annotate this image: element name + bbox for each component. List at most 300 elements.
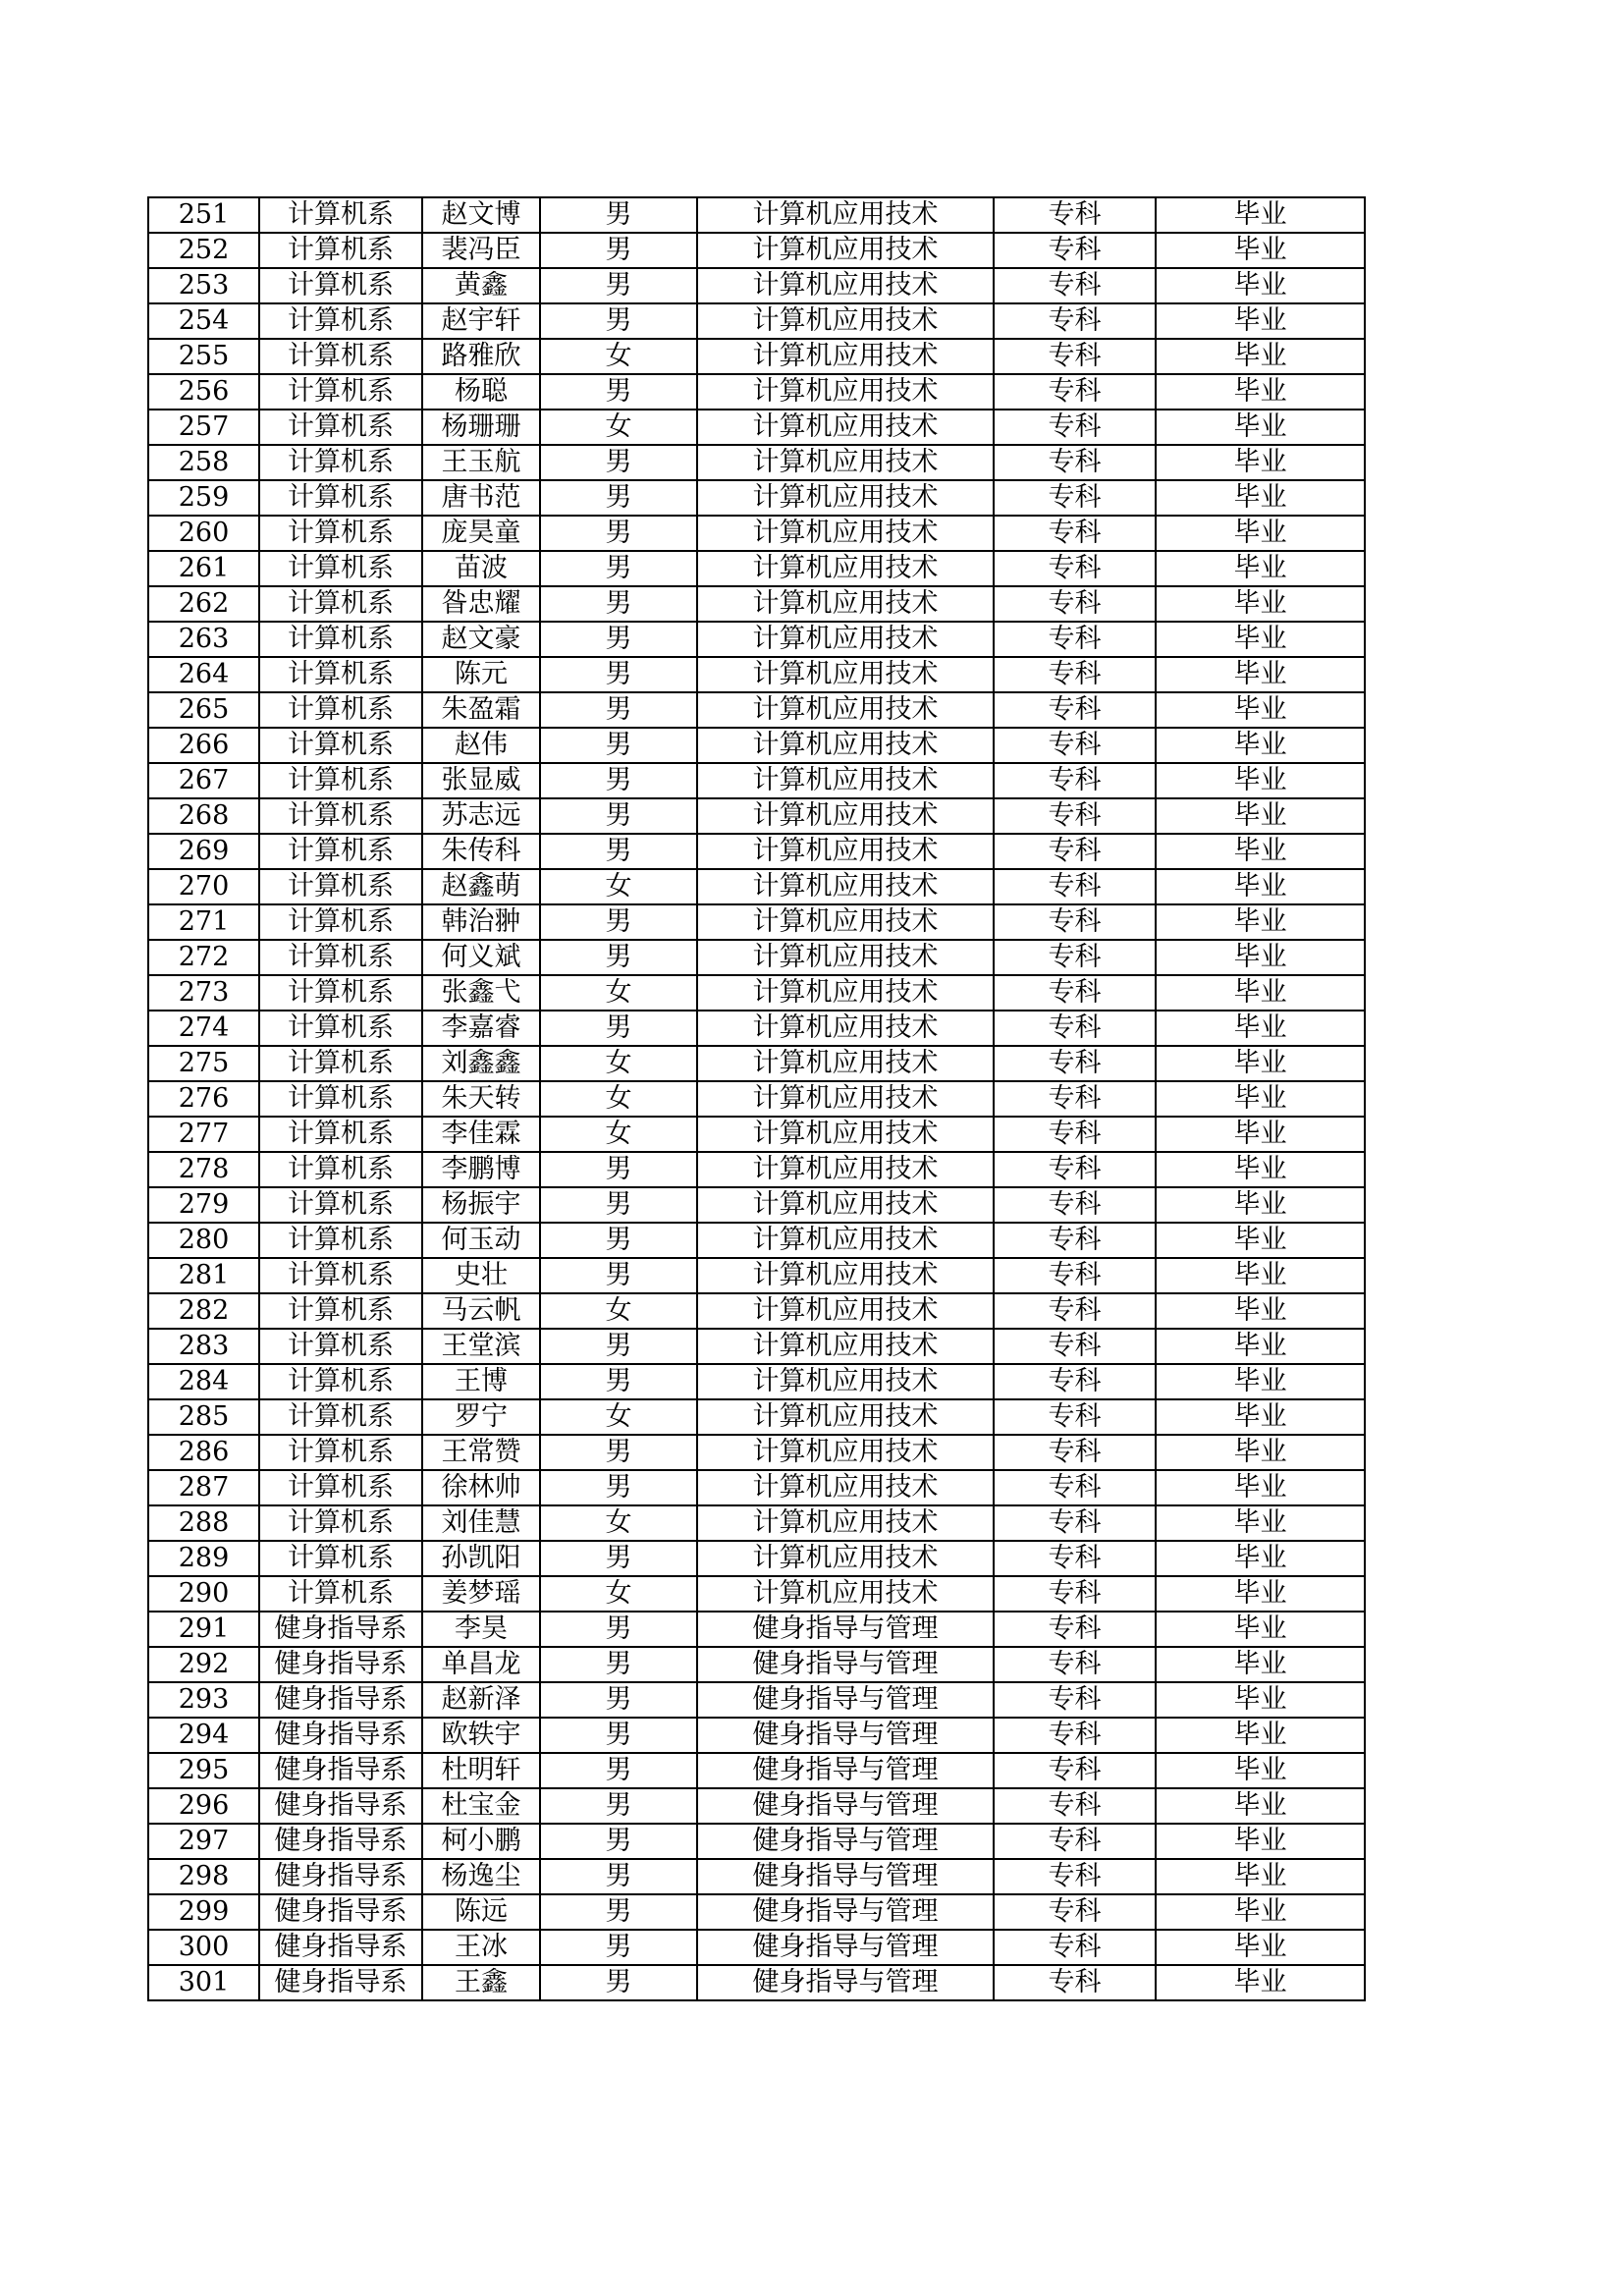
department-cell: 计算机系	[259, 339, 422, 374]
level-cell: 专科	[994, 1682, 1156, 1718]
seq-cell: 253	[148, 268, 259, 303]
gender-cell: 男	[540, 798, 697, 834]
table-row	[148, 1753, 1365, 1788]
seq-cell: 283	[148, 1329, 259, 1364]
table-row	[148, 1399, 1365, 1435]
seq-cell: 287	[148, 1470, 259, 1505]
level-cell: 专科	[994, 197, 1156, 233]
name-cell: 朱传科	[422, 834, 540, 869]
seq-cell: 289	[148, 1541, 259, 1576]
seq-cell: 285	[148, 1399, 259, 1435]
seq-cell: 252	[148, 233, 259, 268]
gender-cell: 男	[540, 692, 697, 728]
gender-cell: 男	[540, 1612, 697, 1647]
seq-cell: 298	[148, 1859, 259, 1894]
major-cell: 健身指导与管理	[697, 1718, 994, 1753]
major-cell: 计算机应用技术	[697, 516, 994, 551]
major-cell: 计算机应用技术	[697, 1223, 994, 1258]
department-cell: 计算机系	[259, 268, 422, 303]
name-cell: 杜宝金	[422, 1788, 540, 1824]
department-cell: 健身指导系	[259, 1788, 422, 1824]
level-cell: 专科	[994, 480, 1156, 516]
gender-cell: 男	[540, 940, 697, 975]
status-cell: 毕业	[1156, 1788, 1365, 1824]
name-cell: 刘佳慧	[422, 1505, 540, 1541]
seq-cell: 284	[148, 1364, 259, 1399]
level-cell: 专科	[994, 1293, 1156, 1329]
table-row	[148, 834, 1365, 869]
level-cell: 专科	[994, 1541, 1156, 1576]
gender-cell: 男	[540, 551, 697, 586]
department-cell: 健身指导系	[259, 1647, 422, 1682]
table-row	[148, 1293, 1365, 1329]
department-cell: 计算机系	[259, 197, 422, 233]
department-cell: 健身指导系	[259, 1682, 422, 1718]
gender-cell: 女	[540, 1399, 697, 1435]
department-cell: 计算机系	[259, 1399, 422, 1435]
table-row	[148, 1859, 1365, 1894]
department-cell: 计算机系	[259, 1329, 422, 1364]
status-cell: 毕业	[1156, 1152, 1365, 1187]
table-row	[148, 551, 1365, 586]
department-cell: 计算机系	[259, 975, 422, 1011]
name-cell: 李昊	[422, 1612, 540, 1647]
level-cell: 专科	[994, 622, 1156, 657]
table-row	[148, 1152, 1365, 1187]
major-cell: 健身指导与管理	[697, 1753, 994, 1788]
status-cell: 毕业	[1156, 1894, 1365, 1930]
seq-cell: 292	[148, 1647, 259, 1682]
major-cell: 健身指导与管理	[697, 1682, 994, 1718]
seq-cell: 280	[148, 1223, 259, 1258]
gender-cell: 男	[540, 1223, 697, 1258]
department-cell: 计算机系	[259, 834, 422, 869]
name-cell: 裴冯臣	[422, 233, 540, 268]
name-cell: 杨逸尘	[422, 1859, 540, 1894]
department-cell: 计算机系	[259, 480, 422, 516]
seq-cell: 251	[148, 197, 259, 233]
table-row	[148, 1187, 1365, 1223]
department-cell: 计算机系	[259, 657, 422, 692]
gender-cell: 男	[540, 1647, 697, 1682]
table-row	[148, 763, 1365, 798]
table-row	[148, 1081, 1365, 1117]
department-cell: 计算机系	[259, 374, 422, 410]
status-cell: 毕业	[1156, 1753, 1365, 1788]
seq-cell: 300	[148, 1930, 259, 1965]
gender-cell: 男	[540, 1541, 697, 1576]
status-cell: 毕业	[1156, 1223, 1365, 1258]
name-cell: 苗波	[422, 551, 540, 586]
status-cell: 毕业	[1156, 303, 1365, 339]
major-cell: 计算机应用技术	[697, 1258, 994, 1293]
major-cell: 计算机应用技术	[697, 1576, 994, 1612]
table-row	[148, 1470, 1365, 1505]
gender-cell: 男	[540, 834, 697, 869]
major-cell: 计算机应用技术	[697, 1505, 994, 1541]
table-row	[148, 975, 1365, 1011]
major-cell: 计算机应用技术	[697, 445, 994, 480]
name-cell: 王玉航	[422, 445, 540, 480]
department-cell: 计算机系	[259, 904, 422, 940]
gender-cell: 女	[540, 1576, 697, 1612]
name-cell: 苏志远	[422, 798, 540, 834]
major-cell: 计算机应用技术	[697, 1541, 994, 1576]
level-cell: 专科	[994, 303, 1156, 339]
department-cell: 计算机系	[259, 551, 422, 586]
status-cell: 毕业	[1156, 834, 1365, 869]
table-row	[148, 904, 1365, 940]
table-row	[148, 1223, 1365, 1258]
major-cell: 计算机应用技术	[697, 692, 994, 728]
major-cell: 计算机应用技术	[697, 197, 994, 233]
level-cell: 专科	[994, 586, 1156, 622]
gender-cell: 男	[540, 1753, 697, 1788]
table-row	[148, 940, 1365, 975]
major-cell: 计算机应用技术	[697, 339, 994, 374]
gender-cell: 男	[540, 1788, 697, 1824]
major-cell: 计算机应用技术	[697, 1293, 994, 1329]
status-cell: 毕业	[1156, 1435, 1365, 1470]
major-cell: 健身指导与管理	[697, 1788, 994, 1824]
major-cell: 健身指导与管理	[697, 1824, 994, 1859]
department-cell: 计算机系	[259, 1470, 422, 1505]
table-row	[148, 1364, 1365, 1399]
name-cell: 杨聪	[422, 374, 540, 410]
table-row	[148, 480, 1365, 516]
seq-cell: 295	[148, 1753, 259, 1788]
seq-cell: 263	[148, 622, 259, 657]
department-cell: 计算机系	[259, 1505, 422, 1541]
level-cell: 专科	[994, 516, 1156, 551]
table-row	[148, 1965, 1365, 2000]
department-cell: 计算机系	[259, 869, 422, 904]
major-cell: 健身指导与管理	[697, 1930, 994, 1965]
seq-cell: 271	[148, 904, 259, 940]
status-cell: 毕业	[1156, 480, 1365, 516]
level-cell: 专科	[994, 1399, 1156, 1435]
seq-cell: 279	[148, 1187, 259, 1223]
department-cell: 计算机系	[259, 1223, 422, 1258]
seq-cell: 274	[148, 1011, 259, 1046]
major-cell: 计算机应用技术	[697, 1399, 994, 1435]
seq-cell: 275	[148, 1046, 259, 1081]
name-cell: 何玉动	[422, 1223, 540, 1258]
department-cell: 健身指导系	[259, 1718, 422, 1753]
department-cell: 计算机系	[259, 1011, 422, 1046]
name-cell: 陈远	[422, 1894, 540, 1930]
department-cell: 计算机系	[259, 763, 422, 798]
seq-cell: 294	[148, 1718, 259, 1753]
status-cell: 毕业	[1156, 1682, 1365, 1718]
major-cell: 计算机应用技术	[697, 657, 994, 692]
table-row	[148, 692, 1365, 728]
seq-cell: 299	[148, 1894, 259, 1930]
major-cell: 计算机应用技术	[697, 551, 994, 586]
status-cell: 毕业	[1156, 445, 1365, 480]
status-cell: 毕业	[1156, 622, 1365, 657]
name-cell: 赵文豪	[422, 622, 540, 657]
major-cell: 计算机应用技术	[697, 728, 994, 763]
gender-cell: 男	[540, 1187, 697, 1223]
status-cell: 毕业	[1156, 268, 1365, 303]
table-row	[148, 586, 1365, 622]
level-cell: 专科	[994, 904, 1156, 940]
level-cell: 专科	[994, 728, 1156, 763]
table-row	[148, 1329, 1365, 1364]
status-cell: 毕业	[1156, 551, 1365, 586]
gender-cell: 男	[540, 445, 697, 480]
name-cell: 张显威	[422, 763, 540, 798]
status-cell: 毕业	[1156, 1930, 1365, 1965]
status-cell: 毕业	[1156, 1647, 1365, 1682]
department-cell: 计算机系	[259, 1435, 422, 1470]
status-cell: 毕业	[1156, 798, 1365, 834]
level-cell: 专科	[994, 551, 1156, 586]
status-cell: 毕业	[1156, 1329, 1365, 1364]
status-cell: 毕业	[1156, 586, 1365, 622]
status-cell: 毕业	[1156, 1576, 1365, 1612]
status-cell: 毕业	[1156, 1364, 1365, 1399]
gender-cell: 男	[540, 233, 697, 268]
level-cell: 专科	[994, 1046, 1156, 1081]
level-cell: 专科	[994, 233, 1156, 268]
name-cell: 罗宁	[422, 1399, 540, 1435]
status-cell: 毕业	[1156, 1293, 1365, 1329]
gender-cell: 男	[540, 1364, 697, 1399]
table-row	[148, 1541, 1365, 1576]
seq-cell: 269	[148, 834, 259, 869]
level-cell: 专科	[994, 940, 1156, 975]
gender-cell: 男	[540, 1859, 697, 1894]
seq-cell: 256	[148, 374, 259, 410]
gender-cell: 女	[540, 1117, 697, 1152]
seq-cell: 273	[148, 975, 259, 1011]
major-cell: 计算机应用技术	[697, 1329, 994, 1364]
status-cell: 毕业	[1156, 374, 1365, 410]
department-cell: 计算机系	[259, 798, 422, 834]
major-cell: 计算机应用技术	[697, 480, 994, 516]
seq-cell: 297	[148, 1824, 259, 1859]
name-cell: 徐林帅	[422, 1470, 540, 1505]
gender-cell: 男	[540, 1682, 697, 1718]
name-cell: 赵鑫萌	[422, 869, 540, 904]
gender-cell: 男	[540, 1894, 697, 1930]
status-cell: 毕业	[1156, 869, 1365, 904]
name-cell: 赵文博	[422, 197, 540, 233]
major-cell: 健身指导与管理	[697, 1894, 994, 1930]
status-cell: 毕业	[1156, 1859, 1365, 1894]
table-row	[148, 268, 1365, 303]
gender-cell: 男	[540, 657, 697, 692]
name-cell: 王常赞	[422, 1435, 540, 1470]
level-cell: 专科	[994, 1753, 1156, 1788]
table-row	[148, 1824, 1365, 1859]
name-cell: 韩治翀	[422, 904, 540, 940]
level-cell: 专科	[994, 1894, 1156, 1930]
level-cell: 专科	[994, 657, 1156, 692]
major-cell: 计算机应用技术	[697, 1364, 994, 1399]
name-cell: 黄鑫	[422, 268, 540, 303]
status-cell: 毕业	[1156, 1612, 1365, 1647]
gender-cell: 男	[540, 904, 697, 940]
table-row	[148, 1011, 1365, 1046]
gender-cell: 男	[540, 1258, 697, 1293]
major-cell: 计算机应用技术	[697, 798, 994, 834]
gender-cell: 男	[540, 1329, 697, 1364]
level-cell: 专科	[994, 1470, 1156, 1505]
level-cell: 专科	[994, 1117, 1156, 1152]
status-cell: 毕业	[1156, 1541, 1365, 1576]
gender-cell: 男	[540, 197, 697, 233]
table-row	[148, 303, 1365, 339]
table-row	[148, 1612, 1365, 1647]
gender-cell: 男	[540, 622, 697, 657]
name-cell: 张鑫弋	[422, 975, 540, 1011]
gender-cell: 男	[540, 1965, 697, 2000]
table-row	[148, 233, 1365, 268]
table-row	[148, 197, 1365, 233]
major-cell: 计算机应用技术	[697, 1117, 994, 1152]
status-cell: 毕业	[1156, 1470, 1365, 1505]
department-cell: 计算机系	[259, 1152, 422, 1187]
department-cell: 健身指导系	[259, 1965, 422, 2000]
gender-cell: 女	[540, 869, 697, 904]
table-row	[148, 516, 1365, 551]
table-row	[148, 1718, 1365, 1753]
gender-cell: 男	[540, 1930, 697, 1965]
name-cell: 王堂滨	[422, 1329, 540, 1364]
level-cell: 专科	[994, 1152, 1156, 1187]
table-row	[148, 622, 1365, 657]
level-cell: 专科	[994, 692, 1156, 728]
level-cell: 专科	[994, 1364, 1156, 1399]
table-row	[148, 1788, 1365, 1824]
name-cell: 李鹏博	[422, 1152, 540, 1187]
department-cell: 计算机系	[259, 940, 422, 975]
gender-cell: 女	[540, 1505, 697, 1541]
table-row	[148, 374, 1365, 410]
department-cell: 计算机系	[259, 1187, 422, 1223]
major-cell: 计算机应用技术	[697, 374, 994, 410]
status-cell: 毕业	[1156, 763, 1365, 798]
status-cell: 毕业	[1156, 940, 1365, 975]
name-cell: 李嘉睿	[422, 1011, 540, 1046]
name-cell: 赵宇轩	[422, 303, 540, 339]
major-cell: 健身指导与管理	[697, 1647, 994, 1682]
seq-cell: 296	[148, 1788, 259, 1824]
gender-cell: 女	[540, 975, 697, 1011]
level-cell: 专科	[994, 975, 1156, 1011]
name-cell: 朱盈霜	[422, 692, 540, 728]
status-cell: 毕业	[1156, 1399, 1365, 1435]
major-cell: 计算机应用技术	[697, 303, 994, 339]
table-row	[148, 1647, 1365, 1682]
level-cell: 专科	[994, 410, 1156, 445]
name-cell: 杜明轩	[422, 1753, 540, 1788]
status-cell: 毕业	[1156, 1046, 1365, 1081]
department-cell: 健身指导系	[259, 1824, 422, 1859]
seq-cell: 267	[148, 763, 259, 798]
name-cell: 史壮	[422, 1258, 540, 1293]
department-cell: 计算机系	[259, 1258, 422, 1293]
major-cell: 计算机应用技术	[697, 586, 994, 622]
major-cell: 计算机应用技术	[697, 1152, 994, 1187]
status-cell: 毕业	[1156, 692, 1365, 728]
level-cell: 专科	[994, 1718, 1156, 1753]
level-cell: 专科	[994, 1965, 1156, 2000]
level-cell: 专科	[994, 1258, 1156, 1293]
seq-cell: 255	[148, 339, 259, 374]
department-cell: 计算机系	[259, 1046, 422, 1081]
seq-cell: 270	[148, 869, 259, 904]
name-cell: 刘鑫鑫	[422, 1046, 540, 1081]
gender-cell: 男	[540, 303, 697, 339]
major-cell: 计算机应用技术	[697, 1011, 994, 1046]
department-cell: 计算机系	[259, 622, 422, 657]
department-cell: 计算机系	[259, 1117, 422, 1152]
status-cell: 毕业	[1156, 233, 1365, 268]
name-cell: 王鑫	[422, 1965, 540, 2000]
major-cell: 健身指导与管理	[697, 1859, 994, 1894]
roster-body	[148, 197, 1365, 2000]
seq-cell: 276	[148, 1081, 259, 1117]
status-cell: 毕业	[1156, 1505, 1365, 1541]
gender-cell: 男	[540, 1718, 697, 1753]
name-cell: 唐书范	[422, 480, 540, 516]
level-cell: 专科	[994, 1081, 1156, 1117]
name-cell: 王博	[422, 1364, 540, 1399]
gender-cell: 男	[540, 1435, 697, 1470]
status-cell: 毕业	[1156, 1187, 1365, 1223]
gender-cell: 女	[540, 1046, 697, 1081]
status-cell: 毕业	[1156, 1718, 1365, 1753]
status-cell: 毕业	[1156, 1011, 1365, 1046]
status-cell: 毕业	[1156, 516, 1365, 551]
level-cell: 专科	[994, 1930, 1156, 1965]
major-cell: 计算机应用技术	[697, 940, 994, 975]
seq-cell: 262	[148, 586, 259, 622]
table-row	[148, 445, 1365, 480]
level-cell: 专科	[994, 1329, 1156, 1364]
table-row	[148, 339, 1365, 374]
major-cell: 计算机应用技术	[697, 268, 994, 303]
major-cell: 计算机应用技术	[697, 410, 994, 445]
department-cell: 计算机系	[259, 1364, 422, 1399]
table-row	[148, 1258, 1365, 1293]
level-cell: 专科	[994, 1788, 1156, 1824]
table-row	[148, 1576, 1365, 1612]
seq-cell: 264	[148, 657, 259, 692]
name-cell: 陈元	[422, 657, 540, 692]
seq-cell: 254	[148, 303, 259, 339]
seq-cell: 268	[148, 798, 259, 834]
name-cell: 庞昊童	[422, 516, 540, 551]
department-cell: 计算机系	[259, 1293, 422, 1329]
seq-cell: 266	[148, 728, 259, 763]
department-cell: 计算机系	[259, 516, 422, 551]
name-cell: 孙凯阳	[422, 1541, 540, 1576]
seq-cell: 281	[148, 1258, 259, 1293]
gender-cell: 男	[540, 268, 697, 303]
major-cell: 计算机应用技术	[697, 834, 994, 869]
department-cell: 健身指导系	[259, 1894, 422, 1930]
department-cell: 计算机系	[259, 1081, 422, 1117]
gender-cell: 女	[540, 339, 697, 374]
level-cell: 专科	[994, 268, 1156, 303]
name-cell: 柯小鹏	[422, 1824, 540, 1859]
seq-cell: 282	[148, 1293, 259, 1329]
